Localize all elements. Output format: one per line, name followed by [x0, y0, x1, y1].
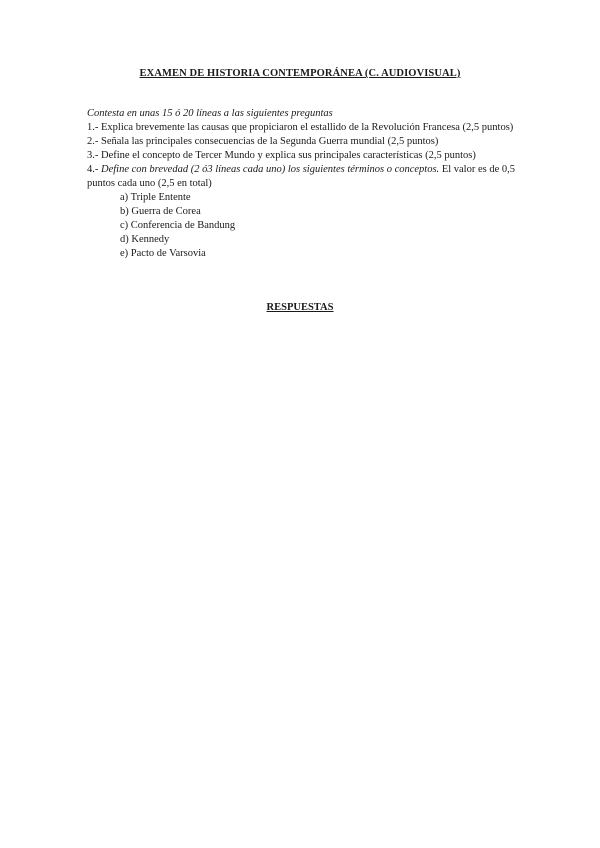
term-item: b) Guerra de Corea: [120, 206, 201, 217]
question-3: 3.- Define el concepto de Tercer Mundo y explica sus principales características (2,5 puntos): [87, 150, 476, 161]
answers-heading: RESPUESTAS: [266, 302, 334, 313]
exam-body: [87, 107, 515, 261]
question-1: 1.- Explica brevemente las causas que propiciaron el estallido de la Revolución Francesa (2,5 puntos): [87, 122, 514, 133]
question-4: [87, 163, 515, 191]
term-item: c) Conferencia de Bandung: [120, 220, 236, 231]
term-item: a) Triple Entente: [120, 192, 191, 203]
question-4-italic: Define con brevedad (2 ó3 líneas cada uno) los siguientes términos o conceptos.: [101, 164, 440, 175]
term-item: d) Kennedy: [120, 234, 170, 245]
exam-title: EXAMEN DE HISTORIA CONTEMPORÁNEA (C. AUDIOVISUAL): [139, 68, 461, 79]
question-4-suffix: El valor es de 0,5 puntos cada uno (2,5 en total): [87, 164, 516, 189]
term-item: e) Pacto de Varsovia: [120, 248, 206, 259]
question-2: 2.- Señala las principales consecuencias de la Segunda Guerra mundial (2,5 puntos): [87, 136, 439, 147]
question-4-number: 4.-: [87, 164, 101, 175]
instructions-text: Contesta en unas 15 ó 20 líneas a las siguientes preguntas: [87, 108, 333, 119]
terms-list: [87, 191, 515, 261]
